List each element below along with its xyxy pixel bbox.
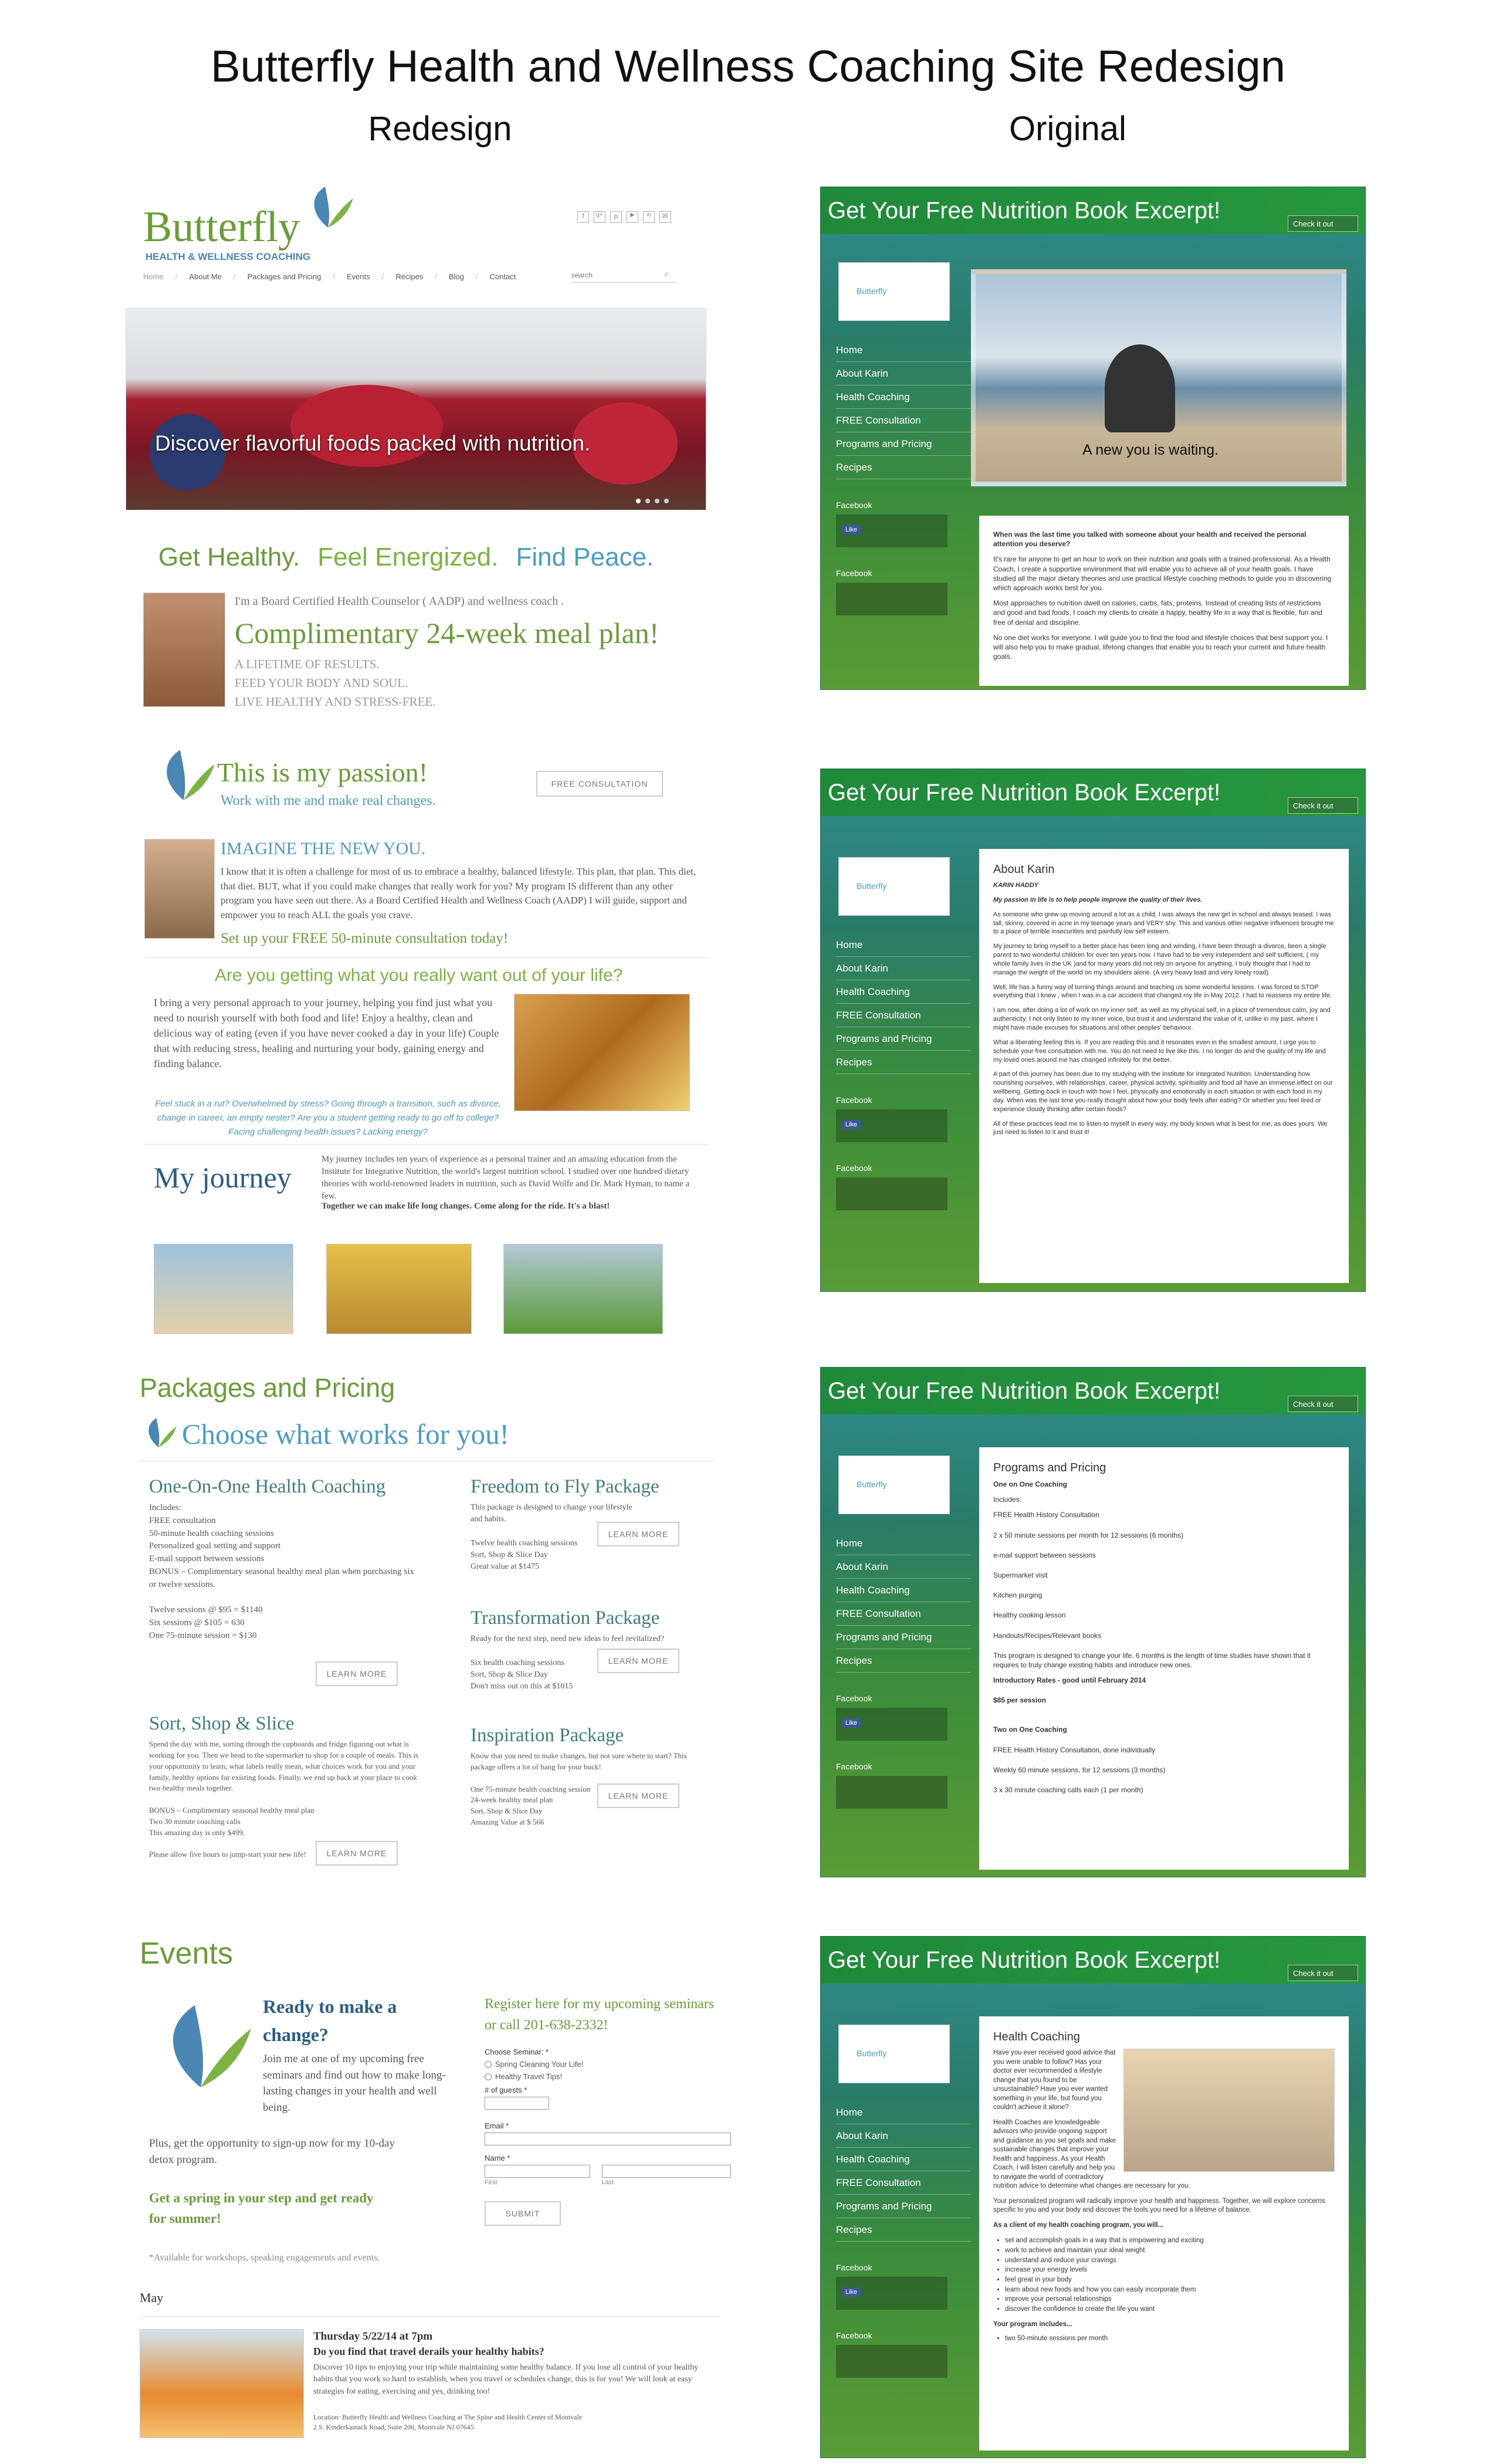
orig-nav-home[interactable]: Home [836,339,971,362]
pricing-line-2: 2 x 50 minute sessions per month for 12 sessions (6 months) [993,1531,1184,1539]
divider [144,1144,708,1145]
journey-bold: Together we can make life long changes. Come along for the ride. It's a blast! [321,1201,610,1211]
imagine-title: IMAGINE THE NEW YOU. [221,839,426,858]
coaching-p2: Health Coaches are knowledgeable advisors who provide ongoing support and guidance as you set goals and make sustainable changes that improve your health and happiness. As your Health Coach, I will listen carefully and help you to navigate the world of contradictory nutrition advice to determine what changes are necessary for you. [993,2118,1190,2190]
coaching-p3: Your personalized program will radically improve your health and happiness. Together, we will explore concerns specific to you and your body and discover the tools you need for a lifetime of balance. [993,2197,1325,2214]
logo-subtitle: HEALTH & WELLNESS COACHING [145,251,311,262]
original-pricing-content [979,1447,1349,1870]
divider [144,957,708,958]
facebook-label: Facebook [836,1163,872,1173]
package-inspiration-learn-more[interactable]: LEARN MORE [597,1783,679,1808]
orig-nav-coaching[interactable]: Health Coaching [836,2148,971,2171]
facebook-like-box[interactable] [836,1109,947,1142]
yoga-caption: A new you is waiting. [1082,442,1219,458]
package-one-on-one-learn-more[interactable]: LEARN MORE [316,1661,398,1686]
search-icon[interactable]: ⌕ [664,269,669,278]
radio-spring[interactable] [485,2061,492,2068]
available-note: *Available for workshops, speaking engagements and events. [149,2253,380,2263]
coaching-bullet: • set and accomplish goals in a way that is empowering and exciting [1005,2236,1335,2246]
packages-subtitle: Choose what works for you! [182,1418,509,1450]
pinterest-icon[interactable]: p [610,211,622,223]
pricing-sub: One on One Coaching [993,1480,1068,1488]
package-sort-shop-slice-learn-more[interactable]: LEARN MORE [316,1841,398,1866]
butterfly-icon [140,1414,177,1454]
approach-text: I bring a very personal approach to your journey, helping you find just what you need to nourish yourself with both food and life! Enjoy a healthy, clean and delicious way of eating (even if you have never cooked a day in your life) Couple that with reducing stress, healing and nurturing your body, gaining energy and finding balance. [154,997,499,1070]
coaching-bullet: • increase your energy levels [1005,2265,1335,2275]
hero-caption: Discover flavorful foods packed with nutrition. [155,431,591,455]
coaching-lead: As a client of my health coaching program, you will... [993,2221,1164,2229]
original-logo: Butterfly [838,262,950,321]
option-spring: Spring Cleaning Your Life! [495,2060,584,2069]
hero-image [126,308,706,510]
home-heading: When was the last time you talked with someone about your health and received the personal attention you deserve? [993,530,1307,549]
submit-button[interactable]: SUBMIT [485,2201,561,2226]
intro-line-2: FEED YOUR BODY AND SOUL. [235,676,408,690]
orig-nav-consult[interactable]: FREE Consultation [836,1602,971,1626]
home-p2: Most approaches to nutrition dwell on calories, carbs, fats, proteins. Instead of creating lists of restrictions and good and bad foods, I coach my clients to create a happy, healthy life in a way that is flexible, fun and free of denial and discipline. [993,599,1322,627]
intro-line-1: A LIFETIME OF RESULTS. [235,657,380,671]
like-button[interactable]: Like [842,2287,861,2297]
events-title: Events [140,1937,233,1971]
original-banner[interactable]: Get Your Free Nutrition Book Excerpt! [821,187,1365,234]
orig-nav-consult[interactable]: FREE Consultation [836,1004,971,1027]
about-p2: My journey to bring myself to a better place has been long and winding, I have been through a divorce, been a single parent to two wonderful children for over ten years now. I have had to be very independent and self sufficient, ( my whole family lives in the UK )and for many years did not rely on anyone for anything. I truly thought that I had to manage the weight of the world on my shoulders alone. (A very heavy load and very lonely road) [993,943,1326,976]
imagine-photo [144,839,215,939]
ready-text: Join me at one of my upcoming free seminars and find out how to make long-lasting changes in your health and well being. [263,2053,446,2114]
coaching-bullet: • understand and reduce your cravings [1005,2256,1335,2266]
facebook-label: Facebook [836,2263,872,2272]
package-sort-shop-slice-body: Spend the day with me, sorting through the cupboards and fridge figuring out what is working for you. Then we head to the supermarket to shop for a couple of meals. This is your opportunity to learn, what labels really mean, what choices work for you and your family, healthy options for existing foods. Finally, we end up back at your place to cook two healthy meals together. BONUS – Complimentary seasonal healthy meal plan Two 30 minute coaching calls This amazing day is only $499. Please allow five hours to jump-start your new life! [149,1739,419,1859]
family-photo [503,1244,663,1334]
facebook-label: Facebook [836,2331,872,2340]
package-inspiration-title: Inspiration Package [471,1725,624,1746]
about-p7: All of these practices lead me to listen to myself in every way, my body knows what is best for me, as does yours. We just need to listen to it and trust it! [993,1120,1328,1136]
pricing-line-7: Handouts/Recipes/Relevant books [993,1631,1102,1640]
coaching-footer: Your program includes... [993,2320,1072,2328]
linkedin-icon[interactable]: in [643,211,655,223]
facebook-label: Facebook [836,568,872,578]
about-name: KARIN HADDY [993,882,1038,889]
orig-nav-coaching[interactable]: Health Coaching [836,980,971,1004]
free-consultation-button[interactable]: FREE CONSULTATION [536,771,663,797]
coaching-bullet: • learn about new foods and how you can easily incorporate them [1005,2285,1335,2295]
facebook-like-box[interactable] [836,515,947,547]
tagline [158,543,654,572]
facebook-like-box[interactable] [836,1708,947,1741]
pricing-line-4: Supermarket visit [993,1571,1048,1579]
original-home-panel [820,187,1366,690]
package-transformation-learn-more[interactable]: LEARN MORE [597,1649,679,1673]
original-home-content [979,516,1349,686]
original-banner[interactable]: Get Your Free Nutrition Book Excerpt! [821,769,1365,816]
home-p3: No one diet works for everyone. I will guide you to find the food and lifestyle choices that best support you. I will also help you to make gradual, lifelong changes that enable you to reach your current and future health goals. [993,633,1328,661]
tagline-peace: Find Peace. [516,543,654,571]
butterfly-icon [151,743,216,810]
orig-nav-coaching[interactable]: Health Coaching [836,1579,971,1602]
signup-text: Plus, get the opportunity to sign-up now for my 10-day detox program. [149,2137,395,2166]
about-lead: My passion in life is to help people improve the quality of their lives. [993,896,1203,903]
original-coaching-panel [820,1936,1366,2458]
redesign-home [126,176,712,733]
main-nav: Home / About Me / Packages and Pricing / Events / Recipes / Blog / Contact [143,272,516,281]
facebook-widget [836,1177,947,1210]
coaching-bullet: • improve your personal relationships [1005,2294,1335,2304]
seminar-form [485,2047,731,2226]
orig-nav-pricing[interactable]: Programs and Pricing [836,1626,971,1649]
event-title: Do you find that travel derails your healthy habits? [313,2345,544,2357]
original-logo: Butterfly [838,1456,950,1514]
orig-nav-home[interactable]: Home [836,933,971,957]
radio-travel[interactable] [485,2073,492,2080]
page-title: Butterfly Health and Wellness Coaching Site Redesign [210,42,1286,92]
redesign-events [140,1936,726,2464]
package-freedom-learn-more[interactable]: LEARN MORE [597,1522,679,1546]
social-icons [577,211,671,223]
about-p5: What a liberating feeling this is. If you are reading this and it resonates even in the smallest amount, I urge you to schedule your free consultation with me. You do not need to live like this. I no longer do and the quality of my life and my loved ones around me has changed infinitely for the better. [993,1038,1326,1064]
stuck-text: Feel stuck in a rut? Overwhelmed by stress? Going through a transition, such as divorce, change in career, an empty nester? Are you a student getting ready to go off to college? Facing challenging health issues? Lacking energy? [155,1099,501,1137]
tagline-energized: Feel Energized. [317,543,499,571]
pricing2-line-2: 3 x 30 minute coaching calls each (1 per month) [993,1786,1143,1794]
package-inspiration-body: Know that you need to make changes, but not sure where to start? This package offers a lot of bang for your buck! One 75-minute health coaching session 24-week healthy meal plan Sort, Shop & Slice Day Amazing Value at $ 566 [471,1751,687,1827]
orig-nav-about[interactable]: About Karin [836,1555,971,1579]
pricing-line-6: Healthy cooking lesson [993,1611,1066,1620]
guests-input[interactable] [485,2097,549,2110]
like-button[interactable]: Like [842,525,861,534]
pricing2-line-1: Weekly 60 minute sessions, for 12 sessions (3 months) [993,1765,1166,1774]
butterfly-large-icon [148,1993,253,2102]
divider [140,2316,720,2317]
name-label: Name * [485,2154,510,2162]
event-location: Location: Butterfly Health and Wellness Coaching at The Spine and Health Center of Montvale 2 S. Kinderkamack Road, Suite 200, Montvale NJ 07645 [313,2413,583,2431]
facebook-like-box[interactable] [836,2277,947,2310]
imagine-cta[interactable]: Set up your FREE 50-minute consultation today! [221,930,509,946]
about-title: About Karin [993,863,1055,876]
reading-woman-photo [326,1244,472,1334]
redesign-packages [140,1373,720,1901]
orig-nav-pricing[interactable]: Programs and Pricing [836,2195,971,2218]
original-banner[interactable]: Get Your Free Nutrition Book Excerpt! [821,1937,1365,1984]
orig-nav-pricing[interactable]: Programs and Pricing [836,432,971,456]
last-sublabel: Last [601,2179,614,2186]
check-it-out-button[interactable]: Check it out [1288,215,1358,232]
register-title: Register here for my upcoming seminars or call 201-638-2332! [485,1996,715,2033]
last-name-input[interactable] [602,2165,731,2178]
nav-blog[interactable]: Blog [448,272,464,281]
google-plus-icon[interactable]: g+ [594,211,605,223]
facebook-label: Facebook [836,1095,872,1105]
first-name-input[interactable] [485,2165,590,2178]
pricing-line-5: Kitchen purging [993,1591,1043,1600]
question-heading: Are you getting what you really want out of your life? [215,966,623,985]
orig-nav-about[interactable]: About Karin [836,957,971,980]
nav-home[interactable]: Home [143,272,164,281]
packages-title: Packages and Pricing [140,1373,395,1403]
original-logo: Butterfly [838,857,950,916]
package-freedom-title: Freedom to Fly Package [471,1476,659,1497]
logo-name: Butterfly [143,203,300,251]
nav-events[interactable]: Events [346,272,370,281]
passion-title: This is my passion! [217,757,428,787]
event-date: Thursday 5/22/14 at 7pm [313,2330,433,2343]
pricing-line-0: Includes: [993,1495,1022,1504]
package-one-on-one-body: Includes: FREE consultation 50-minute health coaching sessions Personalized goal setting and support E-mail support between sessions BONUS – Complimentary seasonal healthy meal plan when purchasing six or twelve sessions. Twelve sessions @ $95 = $1140 Six sessions @ $105 = 630 One 75-minute session = $130 [149,1503,414,1640]
facebook-label: Facebook [836,1762,872,1771]
like-button[interactable]: Like [842,1718,861,1728]
spring-text: Get a spring in your step and get ready for summer! [149,2191,374,2226]
about-p3: Well, life has a funny way of turning things around and teaching us some wonderful lessons. I was forced to STOP everything that I knew , when I was in a car accident that changed my life in May 2012. I had to reassess my entire life. [993,983,1332,1000]
tagline-healthy: Get Healthy. [158,543,300,571]
package-transformation-title: Transformation Package [471,1607,660,1629]
original-logo: Butterfly [838,2025,950,2083]
orig-nav-recipes[interactable]: Recipes [836,456,971,479]
orig-nav-about[interactable]: About Karin [836,2124,971,2148]
package-freedom-body: This package is designed to change your lifestyle and habits. Twelve health coaching sessions Sort, Shop & Slice Day Great value at $1475 [471,1503,632,1572]
choose-seminar-label: Choose Seminar: * [485,2047,549,2056]
coaching-bullet: • work to achieve and maintain your ideal weight [1005,2246,1335,2256]
original-about-content [979,849,1349,1283]
pricing-line-9: Introductory Rates - good until February 2014 [993,1676,1146,1685]
carousel-dots[interactable] [636,499,669,503]
pricing-line-1: FREE Health History Consultation [993,1511,1099,1519]
email-label: Email * [485,2121,509,2130]
intro-line-3: LIVE HEALTHY AND STRESS-FREE. [235,695,436,709]
autumn-photo [514,994,690,1111]
journey-title: My journey [154,1161,292,1194]
orig-nav-recipes[interactable]: Recipes [836,2218,971,2242]
check-it-out-button[interactable]: Check it out [1288,797,1358,814]
coaching-p1: Have you ever received good advice that you were unable to follow? Has your doctor ever recommended a lifestyle change that you found to be unsustainable? Have you ever wanted something in your life, but found you couldn't achieve it alone? [993,2049,1116,2111]
about-p6: A part of this journey has been due to my studying with the Institute for Integrated Nutrition. Understanding how nourishing ourselves, with relationships, career, physical activity, spirituality and food all have an immense effect on our wellbeing. Getting back in touch with how I feel, physically and emotionally in each situation or with each food in my day. When was the last time you really thought about how your body feels after eating? Or whether you feel tired or experience cloudy thinking after certain foods? [993,1071,1333,1113]
orig-nav-home[interactable]: Home [836,2101,971,2124]
email-input[interactable] [485,2133,731,2145]
passion-subtitle: Work with me and make real changes. [221,793,436,808]
like-button[interactable]: Like [842,1120,861,1129]
original-pricing-panel [820,1367,1366,1877]
orig-nav-recipes[interactable]: Recipes [836,1649,971,1673]
package-one-on-one-title: One-On-One Health Coaching [149,1476,386,1497]
redesign-about [135,739,716,1320]
drinks-photo [140,2329,304,2438]
facebook-label: Facebook [836,1694,872,1703]
about-p1: As someone who grew up moving around a lot as a child, I was always the new girl in school and always teased. I was tall, skinny, covered in acne in my teenage years and VERY shy. This and various other negative influences brought me to a place of terrible insecurities and painfully low self esteem. [993,911,1334,936]
facebook-widget [836,583,947,615]
option-travel: Healthy Travel Tips! [495,2072,563,2081]
check-it-out-button[interactable]: Check it out [1288,1965,1358,1981]
orig-nav-home[interactable]: Home [836,1532,971,1555]
journey-text: My journey includes ten years of experience as a personal trainer and an amazing education from the Institute for Integrative Nutrition, the world's largest nutrition school. I studied over one hundred dietary theories with world-renowned leaders in nutrition, such as David Wolfe and Dr. Mark Hyman, to name a few. [321,1155,690,1201]
beach-couple-photo [154,1244,293,1334]
coaching-footer-item: • two 50-minute sessions per month [1005,2335,1335,2342]
butterfly-logo-icon [302,181,354,236]
coaching-photo [1123,2049,1335,2172]
first-sublabel: First [485,2179,497,2186]
nav-about[interactable]: About Me [189,272,222,281]
orig-nav-consult[interactable]: FREE Consultation [836,2171,971,2195]
orig-nav-coaching[interactable]: Health Coaching [836,385,971,409]
home-p1: It's rare for anyone to get an hour to work on their nutrition and goals with a trained professional. As a Health Coach, I create a supportive environment that will enable you to achieve all of your health goals. I have studied all the major dietary theories and use practical lifestyle coaching methods to guide you in discovering which approach works best for you. [993,555,1332,592]
youtube-icon[interactable]: ▶ [627,211,638,223]
orig-nav-about[interactable]: About Karin [836,362,971,385]
original-about-panel [820,769,1366,1292]
pricing2-line-0: FREE Health History Consultation, done individually [993,1745,1156,1754]
search-input[interactable] [571,268,677,283]
ready-title: Ready to make a change? [263,1996,397,2045]
redesign-column-title: Redesign [368,110,512,148]
check-it-out-button[interactable]: Check it out [1288,1396,1358,1412]
nav-recipes[interactable]: Recipes [395,272,424,281]
orig-nav-recipes[interactable]: Recipes [836,1051,971,1074]
facebook-label: Facebook [836,500,872,510]
package-sort-shop-slice-title: Sort, Shop & Slice [149,1713,295,1734]
nav-contact[interactable]: Contact [489,272,516,281]
profile-photo [143,593,225,707]
orig-nav-pricing[interactable]: Programs and Pricing [836,1027,971,1051]
event-text: Discover 10 tips to enjoying your trip while maintaining some healthy balance. If you lose all control of your healthy habits that you work so hard to establish, when you travel or schedules change, this is for you! We will look at easy strategies for eating, exercising and yes, drinking too! [313,2363,699,2396]
facebook-widget [836,2345,947,2378]
pricing-line-3: e-mail support between sessions [993,1551,1096,1559]
guests-label: # of guests * [485,2086,527,2094]
coaching-title: Health Coaching [993,2030,1080,2043]
pricing-title: Programs and Pricing [993,1461,1106,1474]
coaching-bullet: • discover the confidence to create the life you want [1005,2304,1335,2314]
about-p4: I am now, after doing a lot of work on my inner self, as well as my physical self, in a place of tremendous calm, joy and authenticity. I not only listen to my inner voice, but trust it and understand the value of it, unlike in my past, where I might have made excuses for situations and other peoples' behaviour. [993,1007,1331,1031]
original-banner[interactable]: Get Your Free Nutrition Book Excerpt! [821,1368,1365,1414]
coaching-bullet: • feel great in your body [1005,2275,1335,2285]
imagine-text: I know that it is often a challenge for most of us to embrace a healthy, balanced lifestyle. This plan, that plan. This diet, that diet. BUT, what if you could make changes that really work for you? My program IS different than any other program you have seen out there. As a Board Certified Health and Wellness Coach (AADP) I will guide, support and empower you to reach ALL the goals you crave. [221,866,696,920]
intro-line: I'm a Board Certified Health Counselor ( AADP) and wellness coach . [235,595,564,608]
pricing-line-8: This program is designed to change your life. 6 months is the length of time studies have shown that it requires to truly change existing habits and introduce new ones. [993,1651,1311,1669]
package-transformation-body: Ready for the next step, need new ideas to feel revitalized? Six health coaching sessions Sort, Shop & Slice Day Don't miss out on this at $1015 [471,1634,665,1691]
intro-headline: Complimentary 24-week meal plan! [235,617,659,649]
month-label: May [140,2290,164,2305]
pricing-sub2: Two on One Coaching [993,1725,1067,1734]
facebook-widget [836,1776,947,1809]
original-coaching-content [979,2016,1349,2451]
original-column-title: Original [1009,110,1126,148]
email-icon[interactable]: ✉ [659,211,671,223]
pricing-line-10: $85 per session [993,1696,1047,1705]
facebook-icon[interactable]: f [577,211,589,223]
orig-nav-consult[interactable]: FREE Consultation [836,409,971,432]
nav-packages[interactable]: Packages and Pricing [247,272,321,281]
